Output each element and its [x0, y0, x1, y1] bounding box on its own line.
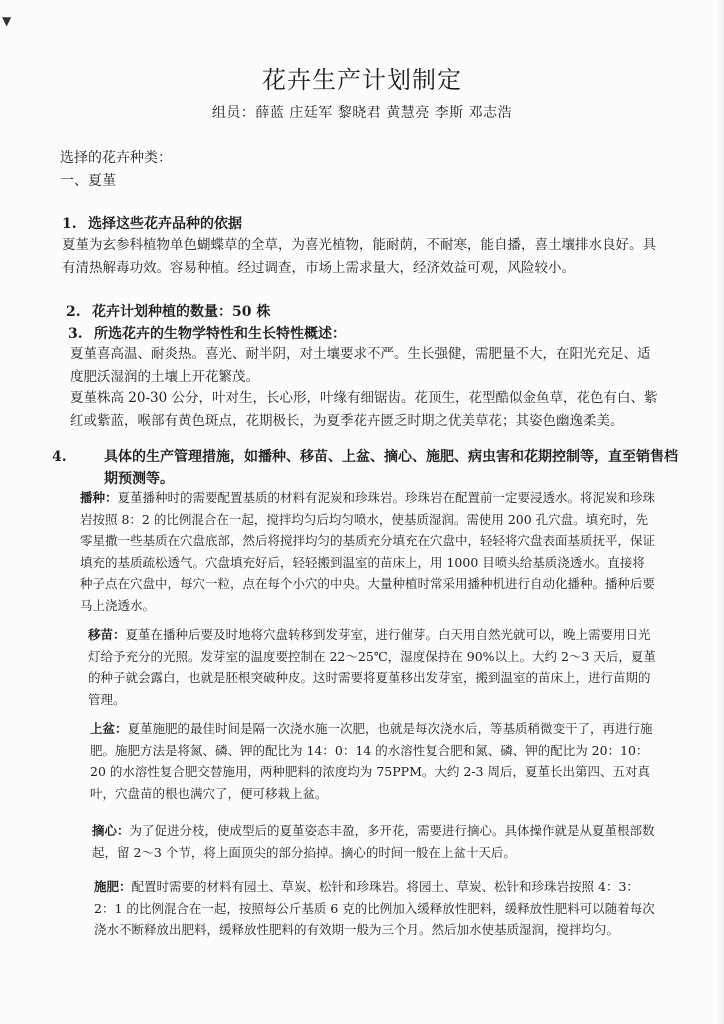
page-title: 花卉生产计划制定 [262, 66, 462, 94]
item-number: 4. [52, 449, 67, 465]
item-heading-4 [52, 446, 684, 490]
fertilizing-label: 施肥： [94, 879, 132, 894]
potting-text: 夏堇施肥的最佳时间是隔一次浇水施一次肥，也就是每次浇水后，等基质稍微变干了，再进行施肥。施肥方法是将氮、磷、钾的配比为 14：0：14 的水溶性复合肥和氮、磷、钾的配比为 20：10：20 的水溶性复合肥交替施用，两种肥料的浓度均为 75PPM。大约 2-3 周后，夏堇长出第四、五对真叶，穴盘苗的根也满穴了，便可移栽上盆。 [90, 721, 653, 801]
fertilizing-text: 配置时需要的材料有园土、草炭、松针和珍珠岩。将园土、草炭、松针和珍珠岩按照 4：3：2：1 的比例混合在一起，按照每公斤基质 6 克的比例加入缓释放性肥料，缓释放性肥料可以随着每次浇水不断释放出肥料，缓释放性肥料的有效期一般为三个月。然后加水使基质湿润，搅拌均匀。 [94, 879, 655, 937]
item-heading-text: 花卉计划种植的数量：50 株 [92, 304, 271, 320]
pinching-label: 摘心： [92, 823, 130, 838]
item-heading-text: 所选花卉的生物学特性和生长特性概述： [94, 326, 346, 342]
item-heading-text: 具体的生产管理措施，如播种、移苗、上盆、摘心、施肥、病虫害和花期控制等，直至销售档期预测等。 [104, 449, 678, 487]
potting-paragraph [90, 718, 658, 804]
item-number: 1. [62, 216, 77, 232]
sowing-text: 夏堇播种时的需要配置基质的材料有泥炭和珍珠岩。珍珠岩在配置前一定要浸透水。将泥炭和珍珠岩按照 8：2 的比例混合在一起，搅拌均匀后均匀喷水，使基质湿润。需使用 200 孔穴盘。填充时，先零星撒一些基质在穴盘底部，然后将搅拌均匀的基质充分填充在穴盘中，轻轻将穴盘表面基质抚平，保证填充的基质疏松透气。穴盘填充好后，轻轻搬到温室的苗床上，用 1000 目喷头给基质浇透水。直接将种子点在穴盘中，每穴一粒，点在每个小穴的中央。大量种植时常采用播种机进行自动化播种。播种后要马上浇透水。 [80, 490, 656, 613]
item-heading-2 [66, 302, 270, 323]
sowing-paragraph [80, 487, 656, 616]
choice-label: 选择的花卉种类： [60, 150, 172, 166]
transplant-text: 夏堇在播种后要及时地将穴盘转移到发芽室，进行催芽。白天用自然光就可以，晚上需要用日光灯给予充分的光照。发芽室的温度要控制在 22～25℃，湿度保持在 90%以上。大约 2～3 天后，夏堇的种子就会露白，也就是胚根突破种皮。这时需要将夏堇移出发芽室，搬到温室的苗床上，进行苗期的管理。 [88, 627, 656, 707]
item-number: 3. [68, 326, 83, 342]
section-heading: 一、夏堇 [60, 173, 116, 189]
transplant-label: 移苗： [88, 627, 126, 642]
item-heading-1 [62, 214, 242, 235]
item-heading-3 [68, 324, 346, 345]
fertilizing-paragraph [94, 876, 658, 941]
bio-paragraph-2: 夏堇株高 20-30 公分，叶对生，长心形，叶缘有细锯齿。花顶生，花型酷似金鱼草，花色有白、紫红或紫蓝，喉部有黄色斑点，花期极长，为夏季花卉匮乏时期之优美草花；其姿色幽逸柔美。 [70, 390, 658, 429]
item-heading-text: 选择这些花卉品种的依据 [88, 216, 242, 232]
corner-mark: ▼ [2, 14, 12, 28]
scan-edge-shadow [718, 0, 724, 1024]
reason-paragraph: 夏堇为玄参科植物单色蝴蝶草的全草，为喜光植物，能耐荫，不耐寒，能自播，喜土壤排水良好。具有清热解毒功效。容易种植。经过调查，市场上需求量大，经济效益可观，风险较小。 [62, 237, 656, 276]
potting-label: 上盆： [90, 721, 128, 736]
group-members: 组员：薛蓝 庄廷军 黎晓君 黄慧亮 李斯 邓志浩 [211, 105, 513, 121]
bio-paragraph-1: 夏堇喜高温、耐炎热。喜光、耐半阴，对土壤要求不严。生长强健，需肥量不大，在阳光充足、适度肥沃湿润的土壤上开花繁茂。 [70, 346, 651, 385]
pinching-paragraph [92, 820, 658, 863]
item-number: 2. [66, 304, 81, 320]
transplant-paragraph [88, 624, 658, 710]
sowing-label: 播种： [80, 490, 118, 505]
pinching-text: 为了促进分枝，使成型后的夏堇姿态丰盈，多开花，需要进行摘心。具体操作就是从夏堇根部数起，留 2～3 个节，将上面顶尖的部分掐掉。摘心的时间一般在上盆十天后。 [92, 823, 655, 860]
